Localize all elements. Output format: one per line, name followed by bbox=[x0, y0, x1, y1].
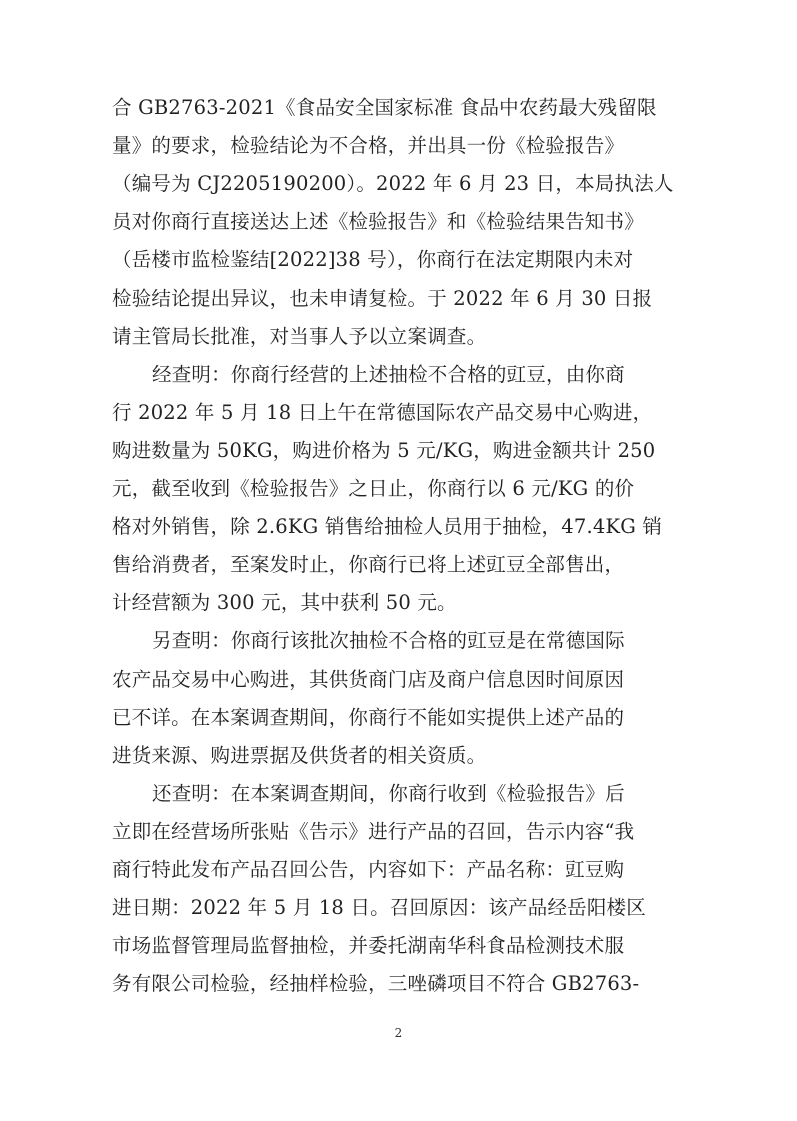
text-line: 格对外销售，除 2.6KG 销售给抽检人员用于抽检，47.4KG 销 bbox=[112, 515, 663, 538]
text-line: 进货来源、购进票据及供货者的相关资质。 bbox=[112, 744, 487, 767]
text-line: 商行特此发布产品召回公告，内容如下：产品名称：豇豆购 bbox=[112, 858, 625, 881]
text-line: 农产品交易中心购进，其供货商门店及商户信息因时间原因 bbox=[112, 668, 625, 691]
paragraph-first-line: 经查明：你商行经营的上述抽检不合格的豇豆，由你商 bbox=[152, 363, 625, 386]
text-line: 行 2022 年 5 月 18 日上午在常德国际农产品交易中心购进， bbox=[112, 401, 653, 424]
text-line: 售给消费者，至案发时止，你商行已将上述豇豆全部售出， bbox=[112, 553, 625, 576]
text-line: 购进数量为 50KG，购进价格为 5 元/KG，购进金额共计 250 bbox=[112, 439, 656, 462]
text-line: 进日期：2022 年 5 月 18 日。召回原因：该产品经岳阳楼区 bbox=[112, 896, 646, 919]
text-line: 务有限公司检验，经抽样检验，三唑磷项目不符合 GB2763- bbox=[112, 972, 640, 995]
page-number: 2 bbox=[394, 1026, 403, 1040]
text-line: 量》的要求，检验结论为不合格，并出具一份《检验报告》 bbox=[112, 134, 625, 157]
text-line: 员对你商行直接送达上述《检验报告》和《检验结果告知书》 bbox=[112, 210, 644, 233]
text-line: 计经营额为 300 元，其中获利 50 元。 bbox=[112, 591, 457, 614]
paragraph-first-line: 另查明：你商行该批次抽检不合格的豇豆是在常德国际 bbox=[152, 629, 625, 652]
text-line: 已不详。在本案调查期间，你商行不能如实提供上述产品的 bbox=[112, 706, 625, 729]
text-line: 元，截至收到《检验报告》之日止，你商行以 6 元/KG 的价 bbox=[112, 477, 635, 500]
text-line: （岳楼市监检鉴结[2022]38 号），你商行在法定期限内未对 bbox=[112, 248, 634, 271]
text-line: 市场监督管理局监督抽检，并委托湖南华科食品检测技术服 bbox=[112, 934, 625, 957]
text-line: 立即在经营场所张贴《告示》进行产品的召回，告示内容“我 bbox=[112, 820, 635, 843]
paragraph-first-line: 还查明：在本案调查期间，你商行收到《检验报告》后 bbox=[152, 782, 625, 805]
text-line: 检验结论提出异议，也未申请复检。于 2022 年 6 月 30 日报 bbox=[112, 287, 653, 310]
text-line: （编号为 CJ2205190200）。2022 年 6 月 23 日，本局执法人 bbox=[112, 172, 674, 195]
text-line: 合 GB2763-2021《食品安全国家标准 食品中农药最大残留限 bbox=[112, 96, 657, 119]
text-line: 请主管局长批准，对当事人予以立案调查。 bbox=[112, 325, 487, 348]
